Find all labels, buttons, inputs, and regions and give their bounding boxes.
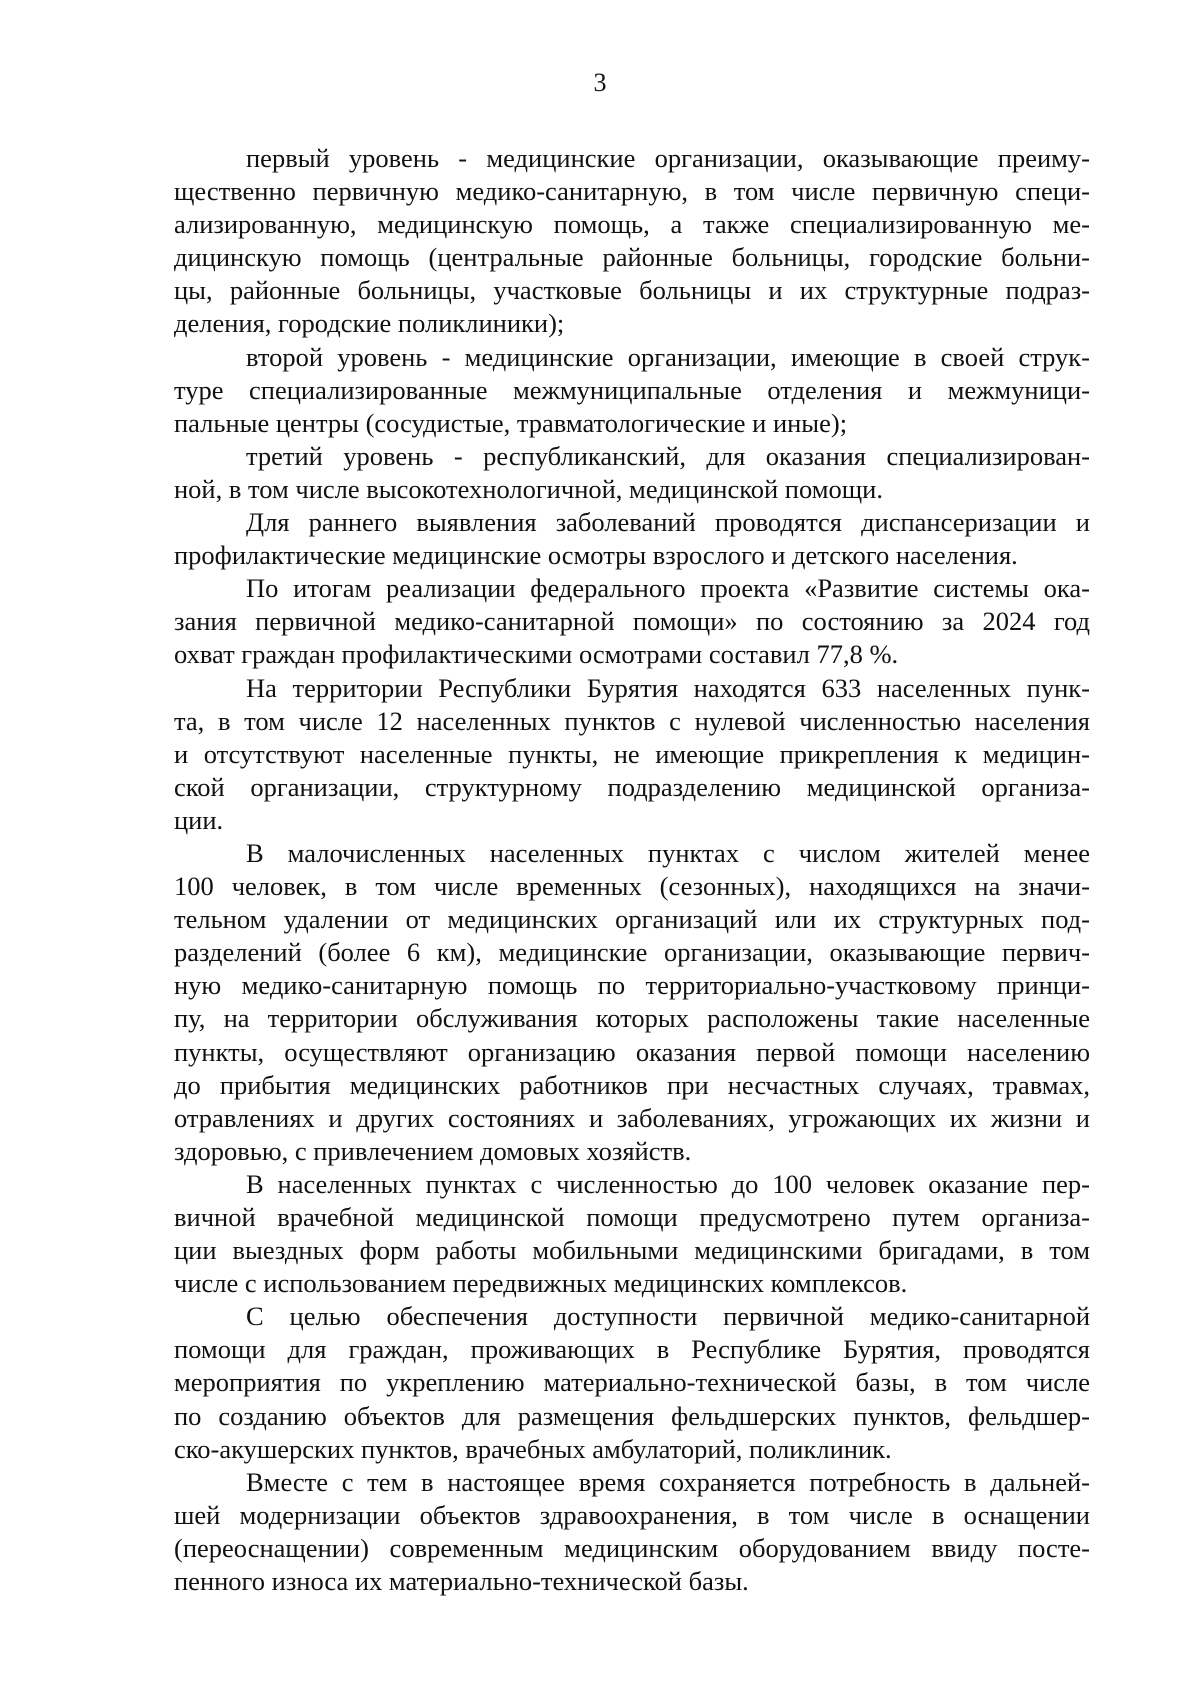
text-line: та, в том числе 12 населенных пунктов с нулевой численностью населения — [174, 705, 1090, 736]
paragraph — [174, 1466, 1090, 1598]
text-line: мероприятия по укреплению материально-технической базы, в том числе — [174, 1367, 1090, 1398]
text-line: здоровью, с привлечением домовых хозяйств. — [174, 1135, 692, 1166]
text-line: пу, на территории обслуживания которых расположены такие населенные — [174, 1003, 1090, 1034]
text-line: деления, городские поликлиники); — [174, 308, 565, 339]
text-line: помощи для граждан, проживающих в Республике Бурятия, проводятся — [174, 1334, 1090, 1365]
text-line: по созданию объектов для размещения фельдшерских пунктов, фельдшер- — [174, 1400, 1090, 1431]
text-line: На территории Республики Бурятия находятся 633 населенных пунк- — [246, 672, 1090, 703]
paragraph — [174, 1168, 1090, 1300]
text-line: щественно первичную медико-санитарную, в том числе первичную специ- — [174, 176, 1090, 207]
text-line: числе с использованием передвижных медицинских комплексов. — [174, 1268, 908, 1299]
paragraph — [174, 1300, 1090, 1465]
text-line: отравлениях и других состояниях и заболеваниях, угрожающих их жизни и — [174, 1102, 1090, 1133]
text-line: шей модернизации объектов здравоохранения, в том числе в оснащении — [174, 1499, 1090, 1530]
text-line: 100 человек, в том числе временных (сезонных), находящихся на значи- — [174, 871, 1090, 902]
paragraph — [174, 837, 1090, 1168]
text-line: ско-акушерских пунктов, врачебных амбулаторий, поликлиник. — [174, 1433, 892, 1464]
paragraph — [174, 506, 1090, 572]
text-line: охват граждан профилактическими осмотрами составил 77,8 %. — [174, 639, 899, 670]
text-line: первый уровень - медицинские организации, оказывающие преиму- — [246, 143, 1090, 173]
paragraph — [174, 142, 1090, 341]
text-line: С целью обеспечения доступности первичной медико-санитарной — [246, 1301, 1090, 1332]
text-line: (переоснащении) современным медицинским оборудованием ввиду посте- — [174, 1532, 1090, 1563]
text-line: третий уровень - республиканский, для оказания специализирован- — [246, 440, 1090, 471]
text-line: пункты, осуществляют организацию оказания первой помощи населению — [174, 1036, 1090, 1067]
text-line: дицинскую помощь (центральные районные больницы, городские больни- — [174, 242, 1090, 273]
text-line: ции. — [174, 804, 224, 835]
text-line: зания первичной медико-санитарной помощи» по состоянию за 2024 год — [174, 606, 1090, 637]
text-line: тельном удалении от медицинских организаций или их структурных под- — [174, 904, 1090, 935]
text-line: туре специализированные межмуниципальные отделения и межмуници- — [174, 374, 1090, 405]
text-line: ции выездных форм работы мобильными медицинскими бригадами, в том — [174, 1235, 1090, 1266]
paragraph — [174, 572, 1090, 671]
text-line: ской организации, структурному подразделению медицинской организа- — [174, 771, 1090, 802]
page-number: 3 — [593, 68, 607, 97]
text-line: цы, районные больницы, участковые больницы и их структурные подраз- — [174, 275, 1090, 306]
text-line: пенного износа их материально-технической базы. — [174, 1566, 749, 1597]
text-line: профилактические медицинские осмотры взрослого и детского населения. — [174, 540, 1018, 571]
text-line: В населенных пунктах с численностью до 100 человек оказание пер- — [246, 1168, 1090, 1199]
document-body — [174, 142, 1090, 1598]
text-line: пальные центры (сосудистые, травматологические и иные); — [174, 407, 848, 438]
text-line: Для раннего выявления заболеваний проводятся диспансеризации и — [246, 507, 1090, 538]
paragraph — [174, 672, 1090, 837]
text-line: ализированную, медицинскую помощь, а также специализированную ме- — [174, 209, 1090, 240]
text-line: второй уровень - медицинские организации, имеющие в своей струк- — [246, 341, 1090, 372]
text-line: до прибытия медицинских работников при несчастных случаях, травмах, — [174, 1069, 1090, 1100]
text-line: По итогам реализации федерального проекта «Развитие системы ока- — [246, 573, 1090, 604]
text-line: и отсутствуют населенные пункты, не имеющие прикрепления к медицин- — [174, 738, 1090, 769]
paragraph — [174, 440, 1090, 506]
text-line: В малочисленных населенных пунктах с числом жителей менее — [246, 837, 1090, 868]
text-line: разделений (более 6 км), медицинские организации, оказывающие первич- — [174, 937, 1090, 968]
text-line: вичной врачебной медицинской помощи предусмотрено путем организа- — [174, 1202, 1090, 1232]
text-line: ную медико-санитарную помощь по территориально-участковому принци- — [174, 970, 1090, 1001]
text-line: Вместе с тем в настоящее время сохраняется потребность в дальней- — [246, 1466, 1090, 1497]
paragraph — [174, 341, 1090, 440]
text-line: ной, в том числе высокотехнологичной, медицинской помощи. — [174, 473, 883, 504]
